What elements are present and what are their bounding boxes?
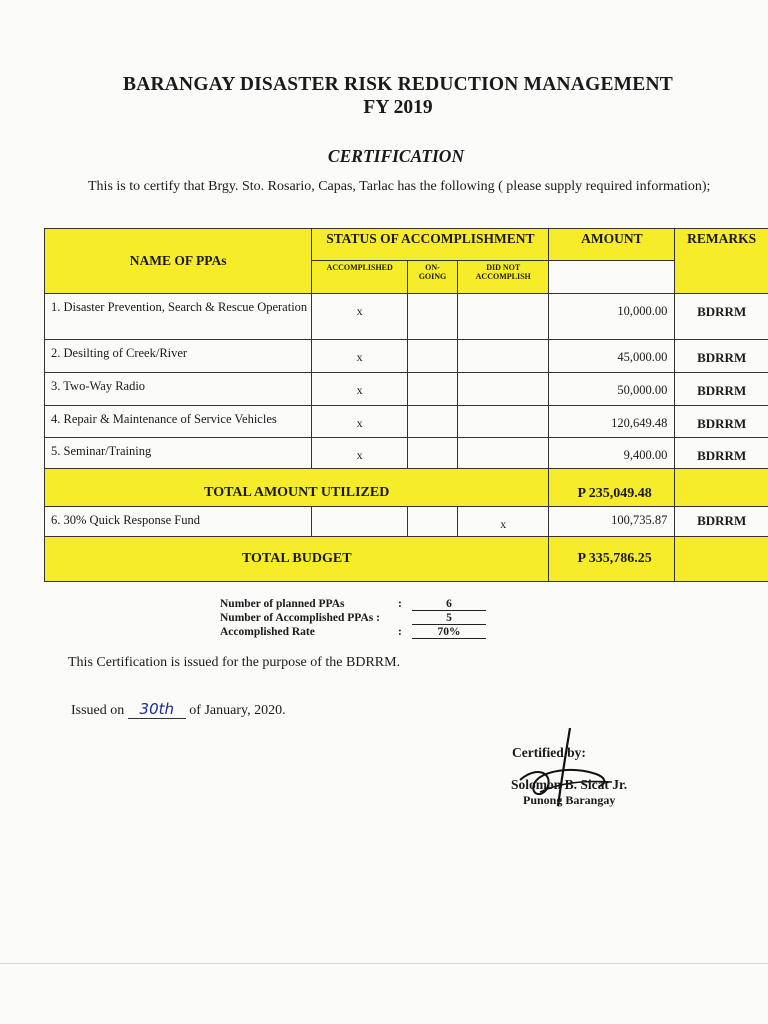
ppa-name: 6. 30% Quick Response Fund bbox=[45, 507, 312, 537]
amount: 50,000.00 bbox=[549, 373, 675, 406]
amount: 10,000.00 bbox=[549, 294, 675, 340]
remarks: BDRRM bbox=[675, 294, 768, 340]
total-budget-amount: P 335,786.25 bbox=[549, 537, 675, 582]
table-row bbox=[45, 340, 768, 373]
certification-heading: CERTIFICATION bbox=[327, 146, 465, 166]
issued-day: 30th bbox=[128, 700, 186, 719]
amount: 100,735.87 bbox=[549, 507, 675, 537]
accomplished-rate-value: 70% bbox=[412, 626, 486, 639]
ppa-name: 1. Disaster Prevention, Search & Rescue Operation bbox=[45, 294, 312, 340]
did-not-mark: x bbox=[457, 507, 549, 537]
document-title: BARANGAY DISASTER RISK REDUCTION MANAGEMENT bbox=[123, 74, 673, 95]
ongoing-mark bbox=[408, 373, 458, 406]
accomplished-mark bbox=[312, 507, 408, 537]
ppa-name: 5. Seminar/Training bbox=[45, 438, 312, 469]
remarks: BDRRM bbox=[675, 438, 768, 469]
accomplished-mark: x bbox=[312, 340, 408, 373]
header-accomplished: ACCOMPLISHED bbox=[312, 261, 408, 294]
did-not-mark bbox=[457, 438, 549, 469]
signer-title: Punong Barangay bbox=[523, 793, 616, 807]
total-budget-label: TOTAL BUDGET bbox=[45, 537, 549, 582]
ongoing-mark bbox=[408, 507, 458, 537]
header-amount-blank bbox=[549, 261, 675, 294]
header-remarks: REMARKS bbox=[675, 229, 768, 294]
issued-date bbox=[71, 700, 286, 719]
header-name: NAME OF PPAs bbox=[45, 229, 312, 294]
header-amount: AMOUNT bbox=[549, 229, 675, 261]
table-row bbox=[45, 438, 768, 469]
fiscal-year: FY 2019 bbox=[363, 97, 433, 118]
header-status: STATUS OF ACCOMPLISHMENT bbox=[312, 229, 549, 261]
accomplished-mark: x bbox=[312, 373, 408, 406]
accomplished-mark: x bbox=[312, 294, 408, 340]
remarks: BDRRM bbox=[675, 340, 768, 373]
ongoing-mark bbox=[408, 340, 458, 373]
table-row bbox=[45, 373, 768, 406]
amount: 9,400.00 bbox=[549, 438, 675, 469]
purpose-statement: This Certification is issued for the purpose of the BDRRM. bbox=[68, 655, 401, 670]
accomplished-ppas-label: Number of Accomplished PPAs : bbox=[220, 612, 380, 624]
ongoing-mark bbox=[408, 294, 458, 340]
accomplished-mark: x bbox=[312, 406, 408, 438]
amount: 120,649.48 bbox=[549, 406, 675, 438]
ongoing-mark bbox=[408, 406, 458, 438]
accomplished-rate-label: Accomplished Rate bbox=[220, 626, 315, 638]
ppa-name: 3. Two-Way Radio bbox=[45, 373, 312, 406]
colon: : bbox=[398, 626, 402, 638]
amount: 45,000.00 bbox=[549, 340, 675, 373]
certified-by-label: Certified by: bbox=[512, 745, 586, 760]
planned-ppas-value: 6 bbox=[412, 598, 486, 611]
planned-ppas-label: Number of planned PPAs bbox=[220, 598, 345, 610]
issued-suffix: of January, 2020. bbox=[189, 703, 286, 718]
ppa-name: 2. Desilting of Creek/River bbox=[45, 340, 312, 373]
qrf-row bbox=[45, 507, 768, 537]
colon: : bbox=[398, 598, 402, 610]
ppa-name: 4. Repair & Maintenance of Service Vehicles bbox=[45, 406, 312, 438]
total-budget-row bbox=[45, 537, 768, 582]
total-utilized-remarks-blank bbox=[675, 469, 768, 507]
ongoing-mark bbox=[408, 438, 458, 469]
total-budget-remarks-blank bbox=[675, 537, 768, 582]
total-utilized-amount: P 235,049.48 bbox=[549, 469, 675, 507]
table-row bbox=[45, 294, 768, 340]
did-not-mark bbox=[457, 373, 549, 406]
accomplished-mark: x bbox=[312, 438, 408, 469]
total-utilized-row bbox=[45, 469, 768, 507]
page-divider bbox=[0, 963, 768, 964]
table-header-row bbox=[45, 229, 768, 261]
did-not-mark bbox=[457, 340, 549, 373]
header-ongoing: ON-GOING bbox=[408, 261, 458, 294]
header-did-not: DID NOT ACCOMPLISH bbox=[457, 261, 549, 294]
remarks: BDRRM bbox=[675, 507, 768, 537]
issued-prefix: Issued on bbox=[71, 703, 125, 718]
remarks: BDRRM bbox=[675, 406, 768, 438]
signer-name: Solomon B. Sicat Jr. bbox=[511, 777, 628, 792]
intro-paragraph: This is to certify that Brgy. Sto. Rosario, Capas, Tarlac has the following ( please supply required information); bbox=[88, 179, 711, 194]
total-utilized-label: TOTAL AMOUNT UTILIZED bbox=[45, 469, 549, 507]
table-row bbox=[45, 406, 768, 438]
did-not-mark bbox=[457, 406, 549, 438]
ppa-table bbox=[44, 228, 768, 582]
remarks: BDRRM bbox=[675, 373, 768, 406]
accomplished-ppas-value: 5 bbox=[412, 612, 486, 625]
did-not-mark bbox=[457, 294, 549, 340]
